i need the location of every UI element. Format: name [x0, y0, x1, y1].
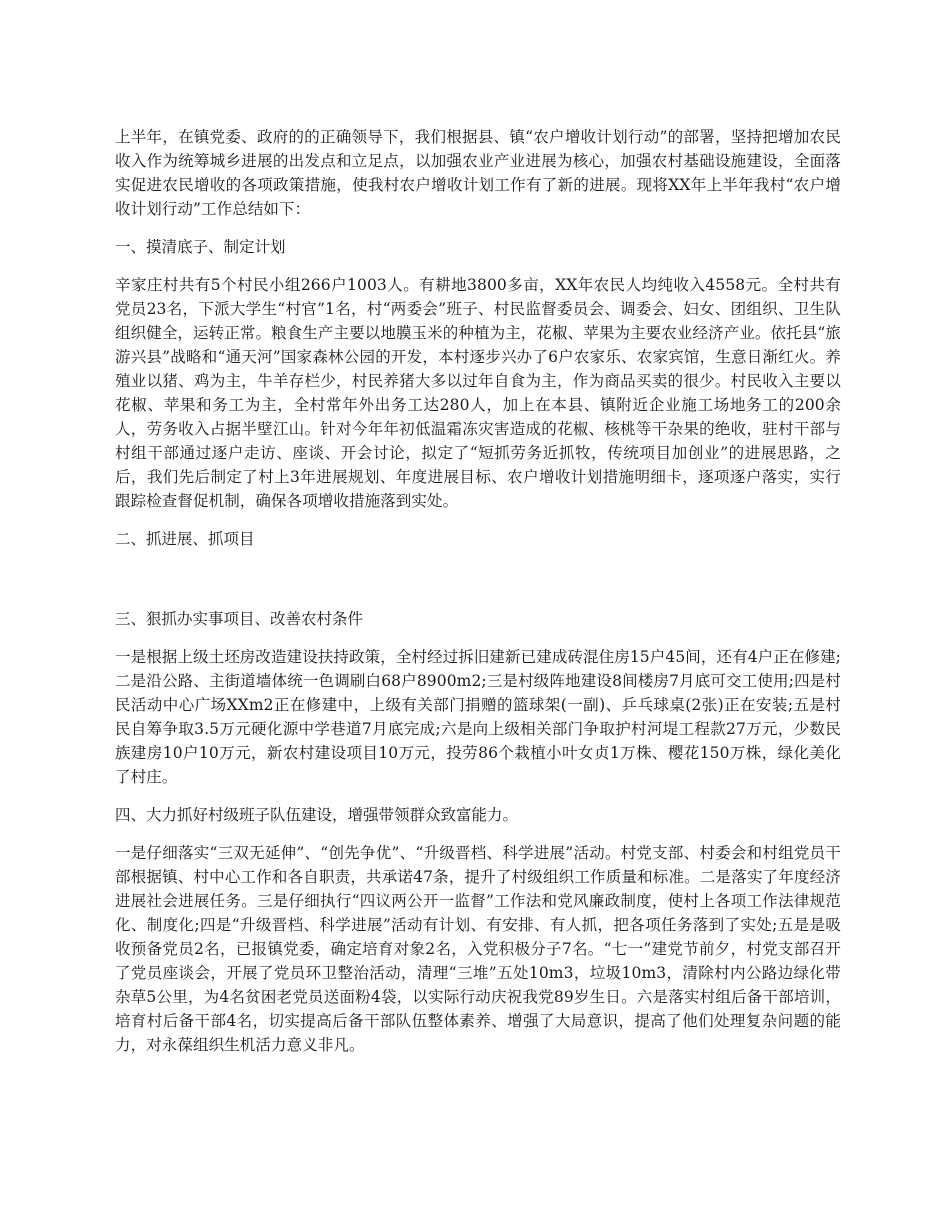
section-heading-3: 三、狠抓办实事项目、改善农村条件 [115, 610, 364, 628]
document-body [115, 125, 841, 1057]
section-heading-4: 四、大力抓好村级班子队伍建设，增强带领群众致富能力。 [115, 806, 519, 824]
section-paragraph-3: 一是根据上级土坯房改造建设扶持政策，全村经过拆旧建新已建成砖混住房15户45间，还有4户正在修建;二是沿公路、主街道墙体统一色调刷白68户8900m2;三是村级阵地建设8间楼房7月底可交工使用;四是村民活动中心广场XXm2正在修建中，上级有关部门捐赠的篮球架(一副)、乒乓球桌(2张)正在安装;五是村民自筹争取3.5万元硬化源中学巷道7月底完成;六是向上级相关部门争取护村河堤工程款27万元，少数民族建房10户10万元，新农村建设项目10万元，投劳86个栽植小叶女贞1万株、樱花150万株，绿化美化了村庄。 [115, 648, 841, 786]
intro-paragraph: 上半年，在镇党委、政府的的正确领导下，我们根据县、镇“农户增收计划行动”的部署，坚持把增加农民收入作为统筹城乡进展的出发点和立足点，以加强农业产业进展为核心，加强农村基础设施建设，全面落实促进农民增收的各项政策措施，使我村农户增收计划工作有了新的进展。现将XX年上半年我村“农户增收计划行动”工作总结如下： [115, 128, 841, 218]
section-paragraph-4: 一是仔细落实“三双无延伸”、“创先争优”、“升级晋档、科学进展”活动。村党支部、村委会和村组党员干部根据镇、村中心工作和各自职责，共承诺47条，提升了村级组织工作质量和标准。二是落实了年度经济进展社会进展任务。三是仔细执行“四议两公开一监督”工作法和党风廉政制度，使村上各项工作法律规范化、制度化;四是“升级晋档、科学进展”活动有计划、有安排、有人抓，把各项任务落到了实处;五是是吸收预备党员2名，已报镇党委，确定培育对象2名，入党积极分子7名。“七一”建党节前夕，村党支部召开了党员座谈会，开展了党员环卫整治活动，清理“三堆”五处10m3，垃圾10m3，清除村内公路边绿化带杂草5公里，为4名贫困老党员送面粉4袋，以实际行动庆祝我党89岁生日。六是落实村组后备干部培训，培育村后备干部4名，切实提高后备干部队伍整体素养、增强了大局意识，提高了他们处理复杂问题的能力，对永葆组织生机活力意义非凡。 [115, 844, 841, 1054]
section-heading-1: 一、摸清底子、制定计划 [115, 238, 286, 256]
section-heading-2: 二、抓进展、抓项目 [115, 530, 255, 548]
section-paragraph-1: 辛家庄村共有5个村民小组266户1003人。有耕地3800多亩，XX年农民人均纯收入4558元。全村共有党员23名，下派大学生“村官”1名，村“两委会”班子、村民监督委员会、调委会、妇女、团组织、卫生队组织健全，运转正常。粮食生产主要以地膜玉米的种植为主，花椒、苹果为主要农业经济产业。依托县“旅游兴县”战略和“通天河”国家森林公园的开发，本村逐步兴办了6户农家乐、农家宾馆，生意日渐红火。养殖业以猪、鸡为主，牛羊存栏少，村民养猪大多以过年自食为主，作为商品买卖的很少。村民收入主要以花椒、苹果和务工为主，全村常年外出务工达280人，加上在本县、镇附近企业施工场地务工的200余人，劳务收入占据半壁江山。针对今年年初低温霜冻灾害造成的花椒、核桃等干杂果的绝收，驻村干部与村组干部通过逐户走访、座谈、开会讨论，拟定了“短抓劳务近抓牧，传统项目加创业”的进展思路，之后，我们先后制定了村上3年进展规划、年度进展目标、农户增收计划措施明细卡，逐项逐户落实，实行跟踪检查督促机制，确保各项增收措施落到实处。 [115, 276, 841, 510]
